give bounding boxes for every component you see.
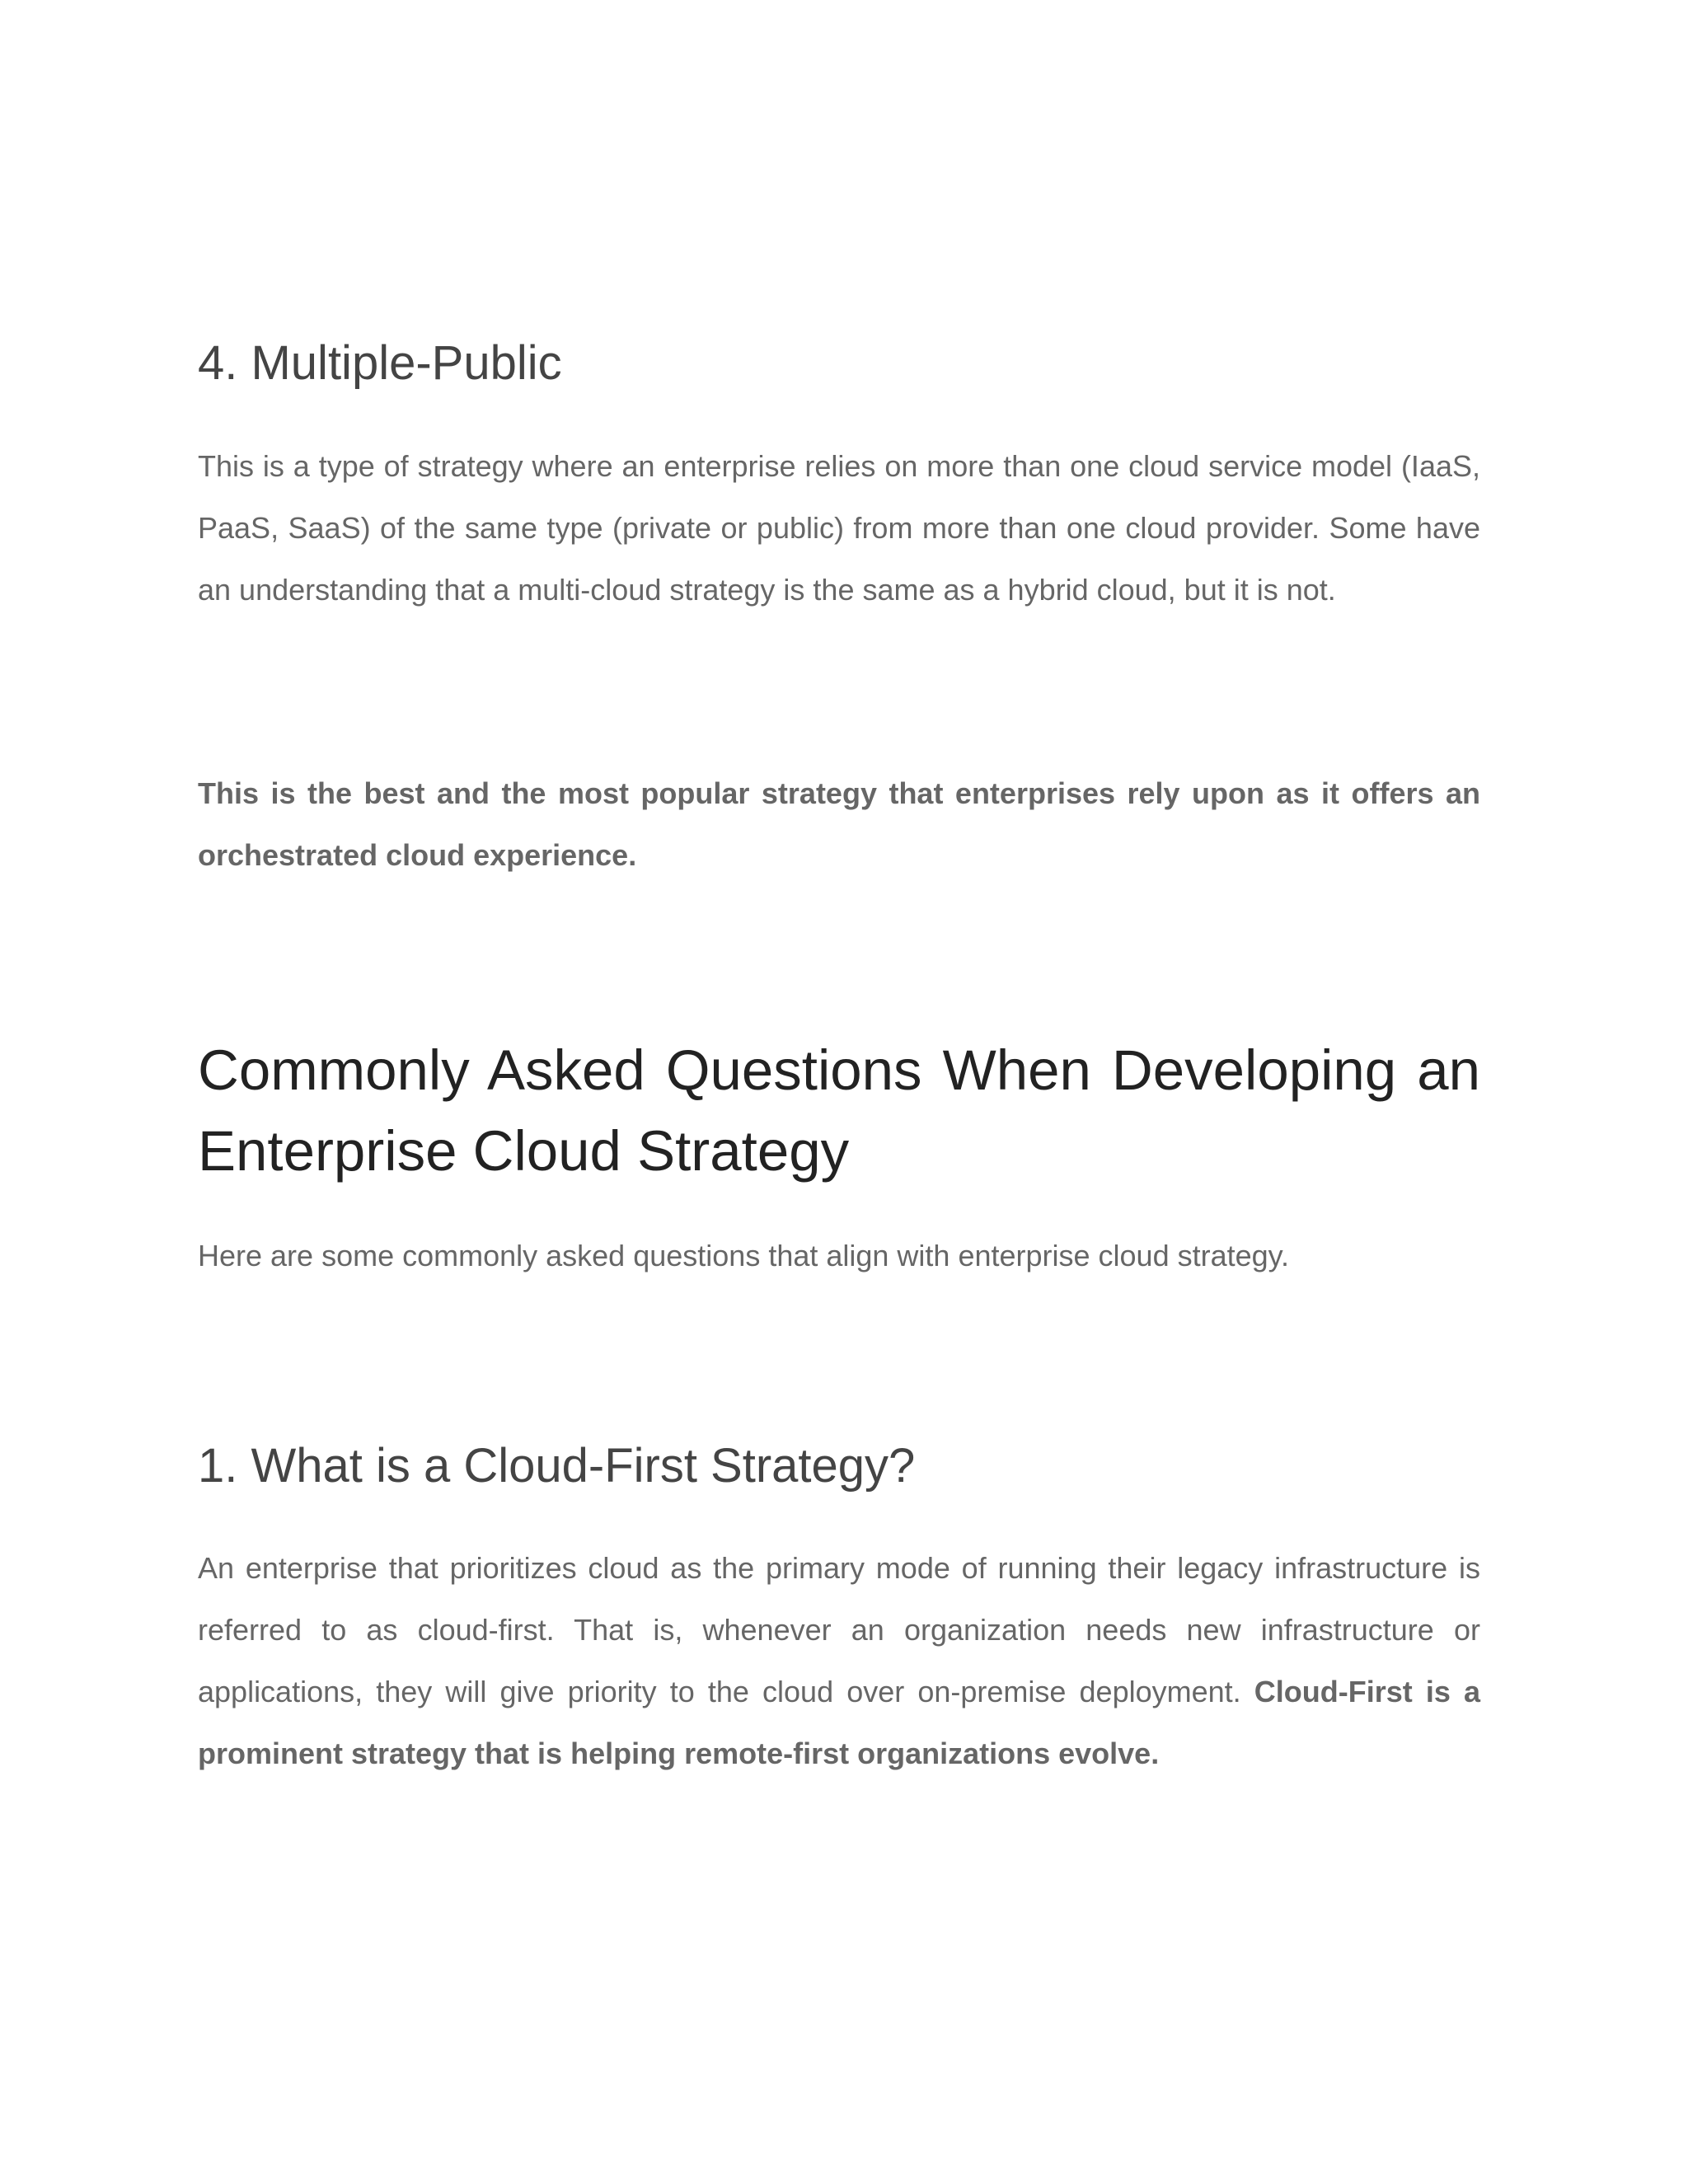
question-1	[198, 1437, 1480, 1495]
question-1-heading: 1. What is a Cloud-First Strategy?	[198, 1439, 916, 1493]
faq-title: Commonly Asked Questions When Developing an Enterprise Cloud Strategy	[198, 1038, 1480, 1183]
question-1-body	[198, 1537, 1480, 1784]
question-1-paragraph-bold: Cloud-First is a prominent strategy that is helping remote-first organizations evolve.	[198, 1675, 1480, 1770]
faq-intro-block	[198, 1225, 1480, 1286]
question-1-paragraph	[198, 1537, 1480, 1784]
section-4-highlight-block	[198, 762, 1480, 886]
section-4-heading: 4. Multiple-Public	[198, 336, 562, 390]
section-4-highlight: This is the best and the most popular strategy that enterprises rely upon as it offers an orchestrated cloud experience.	[198, 776, 1480, 872]
section-4-body	[198, 435, 1480, 621]
section-4	[198, 335, 1480, 392]
faq-section	[198, 1030, 1480, 1192]
faq-intro: Here are some commonly asked questions that align with enterprise cloud strategy.	[198, 1239, 1289, 1272]
section-4-paragraph: This is a type of strategy where an enterprise relies on more than one cloud service model (IaaS, PaaS, SaaS) of the same type (private or public) from more than one cloud provider. Some have an understanding that a multi-cloud strategy is the same as a hybrid cloud, but it is not.	[198, 449, 1480, 607]
question-1-paragraph-text: An enterprise that prioritizes cloud as the primary mode of running their legacy infrastructure is referred to as cloud-first. That is, whenever an organization needs new infrastructure or applications, they will give priority to the cloud over on-premise deployment.	[198, 1551, 1480, 1708]
